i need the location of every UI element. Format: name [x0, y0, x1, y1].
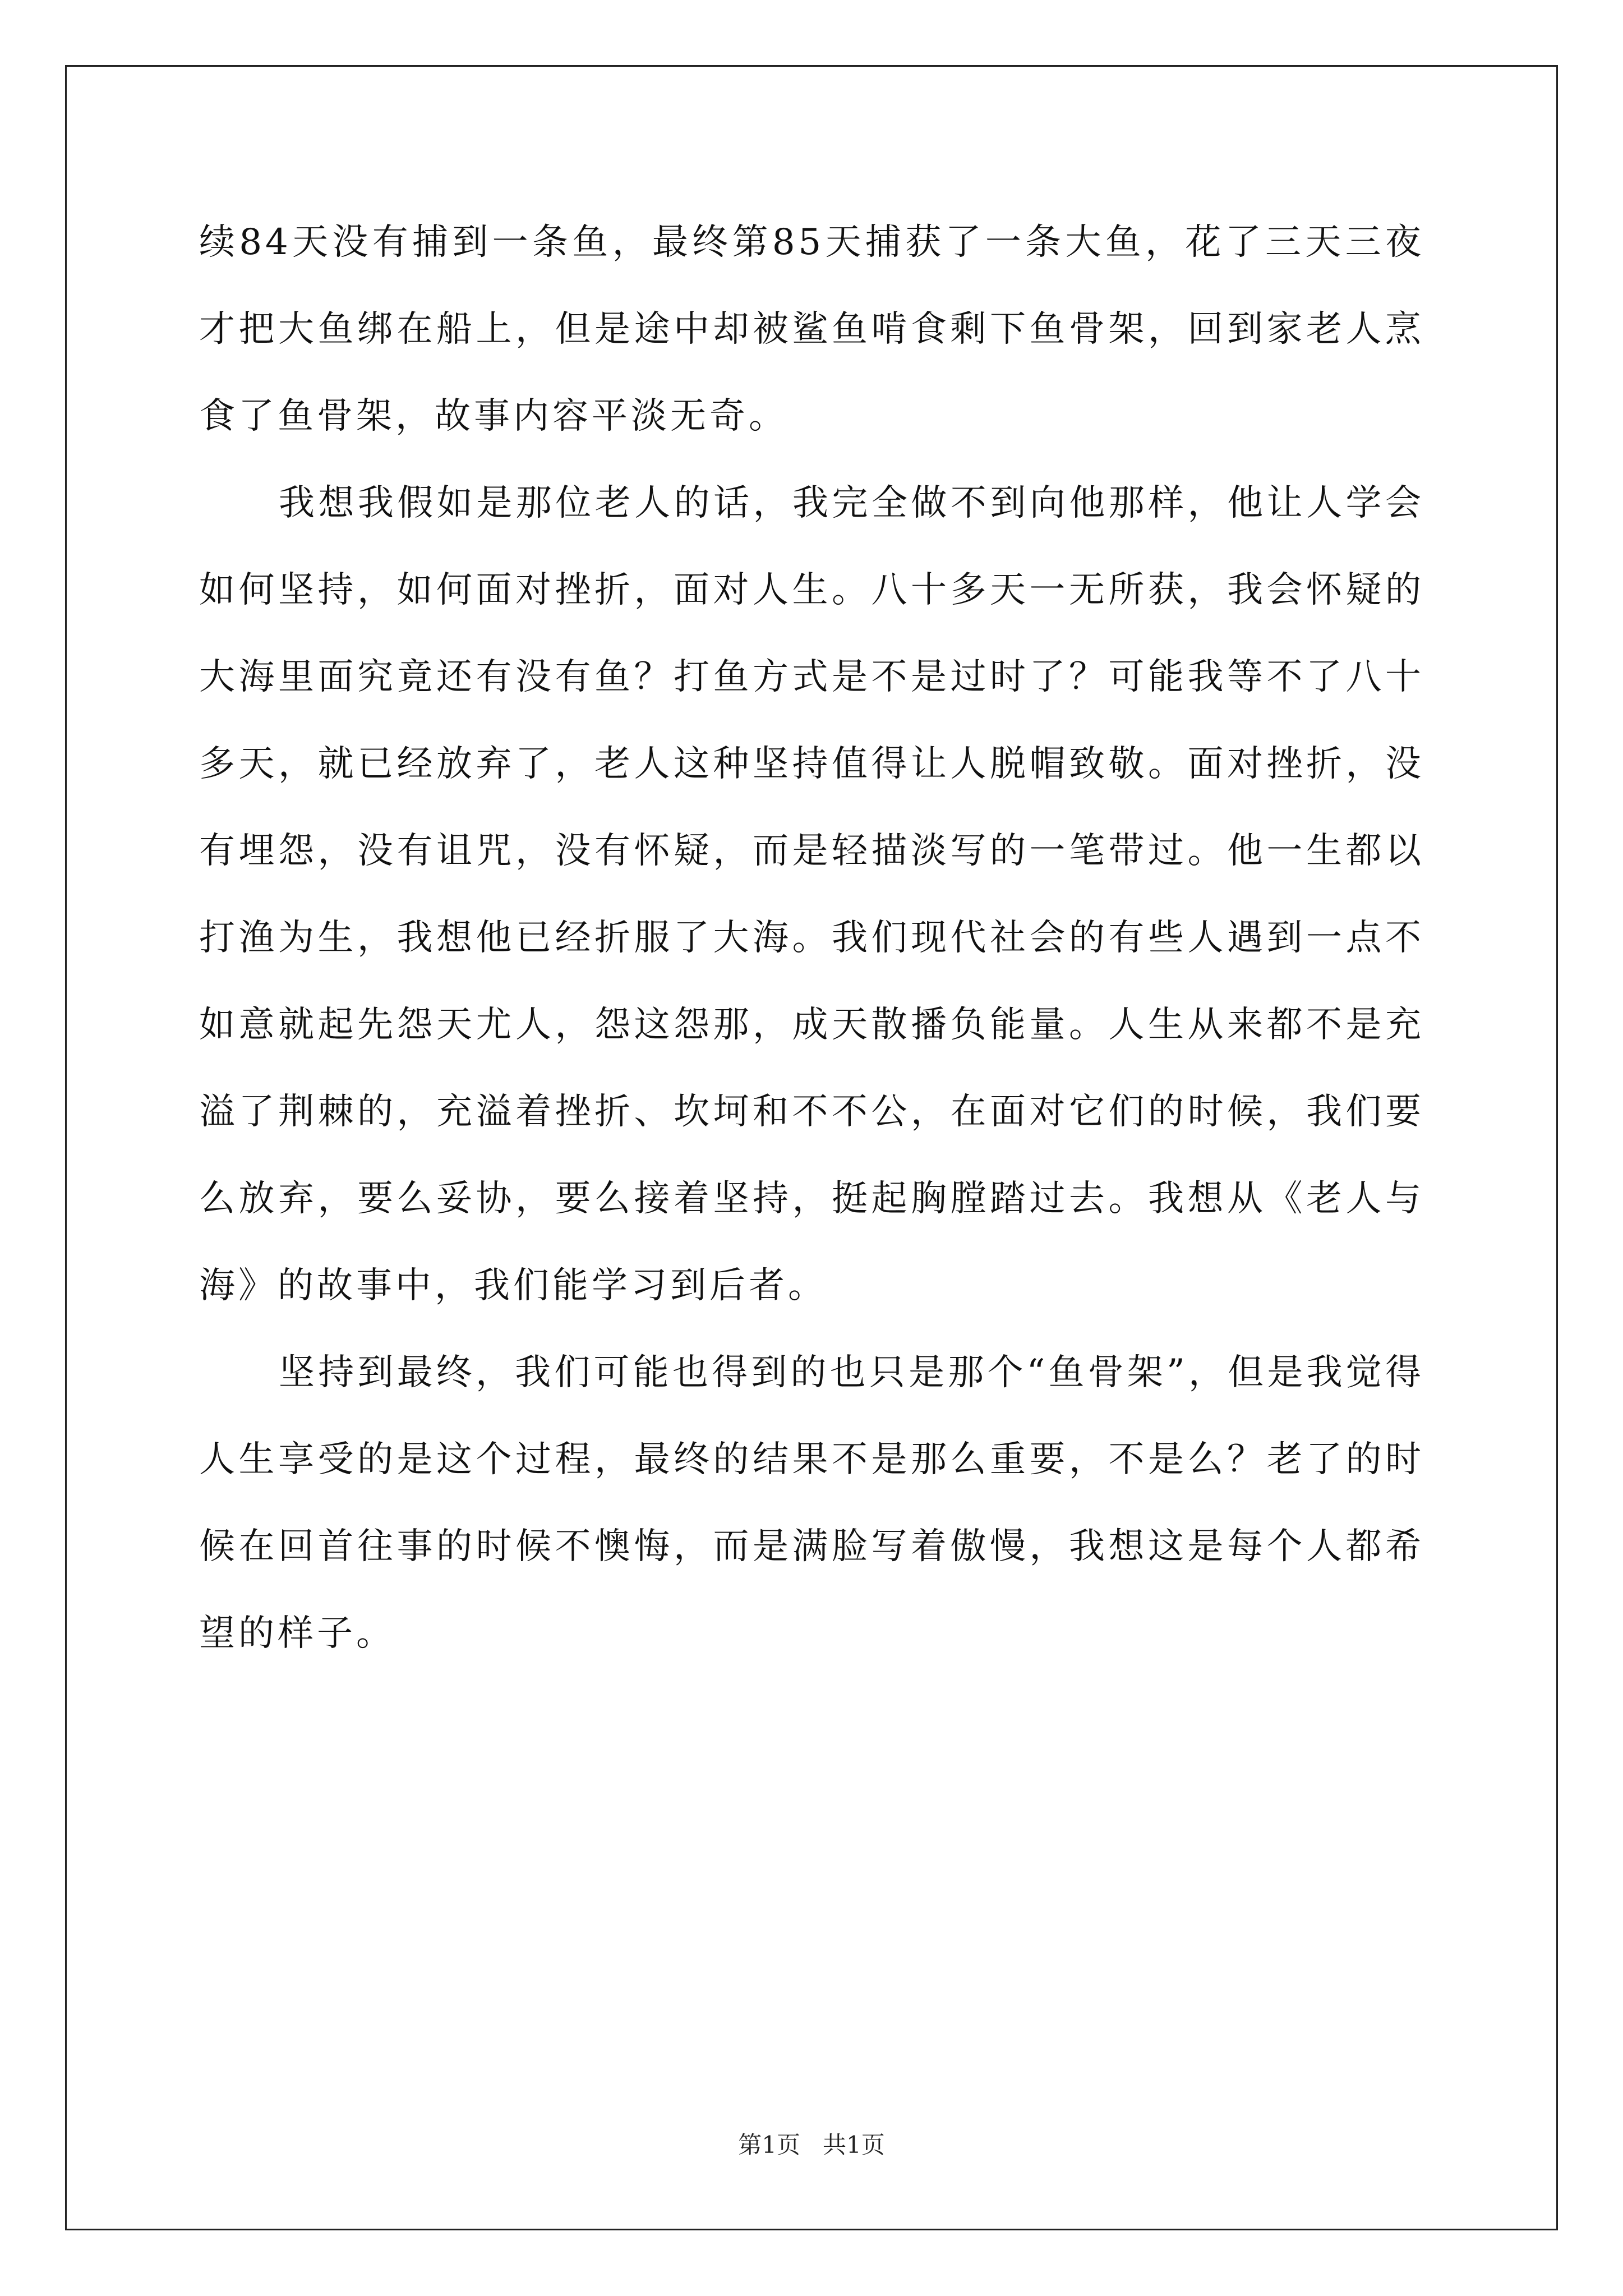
- page-footer: [0, 2129, 1623, 2161]
- page-number: 第1页: [738, 2131, 800, 2159]
- document-body: [199, 199, 1424, 1677]
- page-count: 共1页: [823, 2131, 885, 2159]
- paragraph-2: 我想我假如是那位老人的话，我完全做不到向他那样，他让人学会如何坚持，如何面对挫折，面对人生。八十多天一无所获，我会怀疑的大海里面究竟还有没有鱼？打鱼方式是不是过时了？可能我等不了八十多天，就已经放弃了，老人这种坚持值得让人脱帽致敬。面对挫折，没有埋怨，没有诅咒，没有怀疑，而是轻描淡写的一笔带过。他一生都以打渔为生，我想他已经折服了大海。我们现代社会的有些人遇到一点不如意就起先怨天尤人，怨这怨那，成天散播负能量。人生从来都不是充溢了荆棘的，充溢着挫折、坎坷和不不公，在面对它们的时候，我们要么放弃，要么妥协，要么接着坚持，挺起胸膛踏过去。我想从《老人与海》的故事中，我们能学习到后者。: [199, 482, 1424, 1306]
- paragraph-3: 坚持到最终，我们可能也得到的也只是那个“鱼骨架”，但是我觉得人生享受的是这个过程，最终的结果不是那么重要，不是么？老了的时候在回首往事的时候不懊悔，而是满脸写着傲慢，我想这是每个人都希望的样子。: [199, 1352, 1424, 1654]
- paragraph-1: 续84天没有捕到一条鱼，最终第85天捕获了一条大鱼，花了三天三夜才把大鱼绑在船上，但是途中却被鲨鱼啃食剩下鱼骨架，回到家老人烹食了鱼骨架，故事内容平淡无奇。: [199, 222, 1424, 437]
